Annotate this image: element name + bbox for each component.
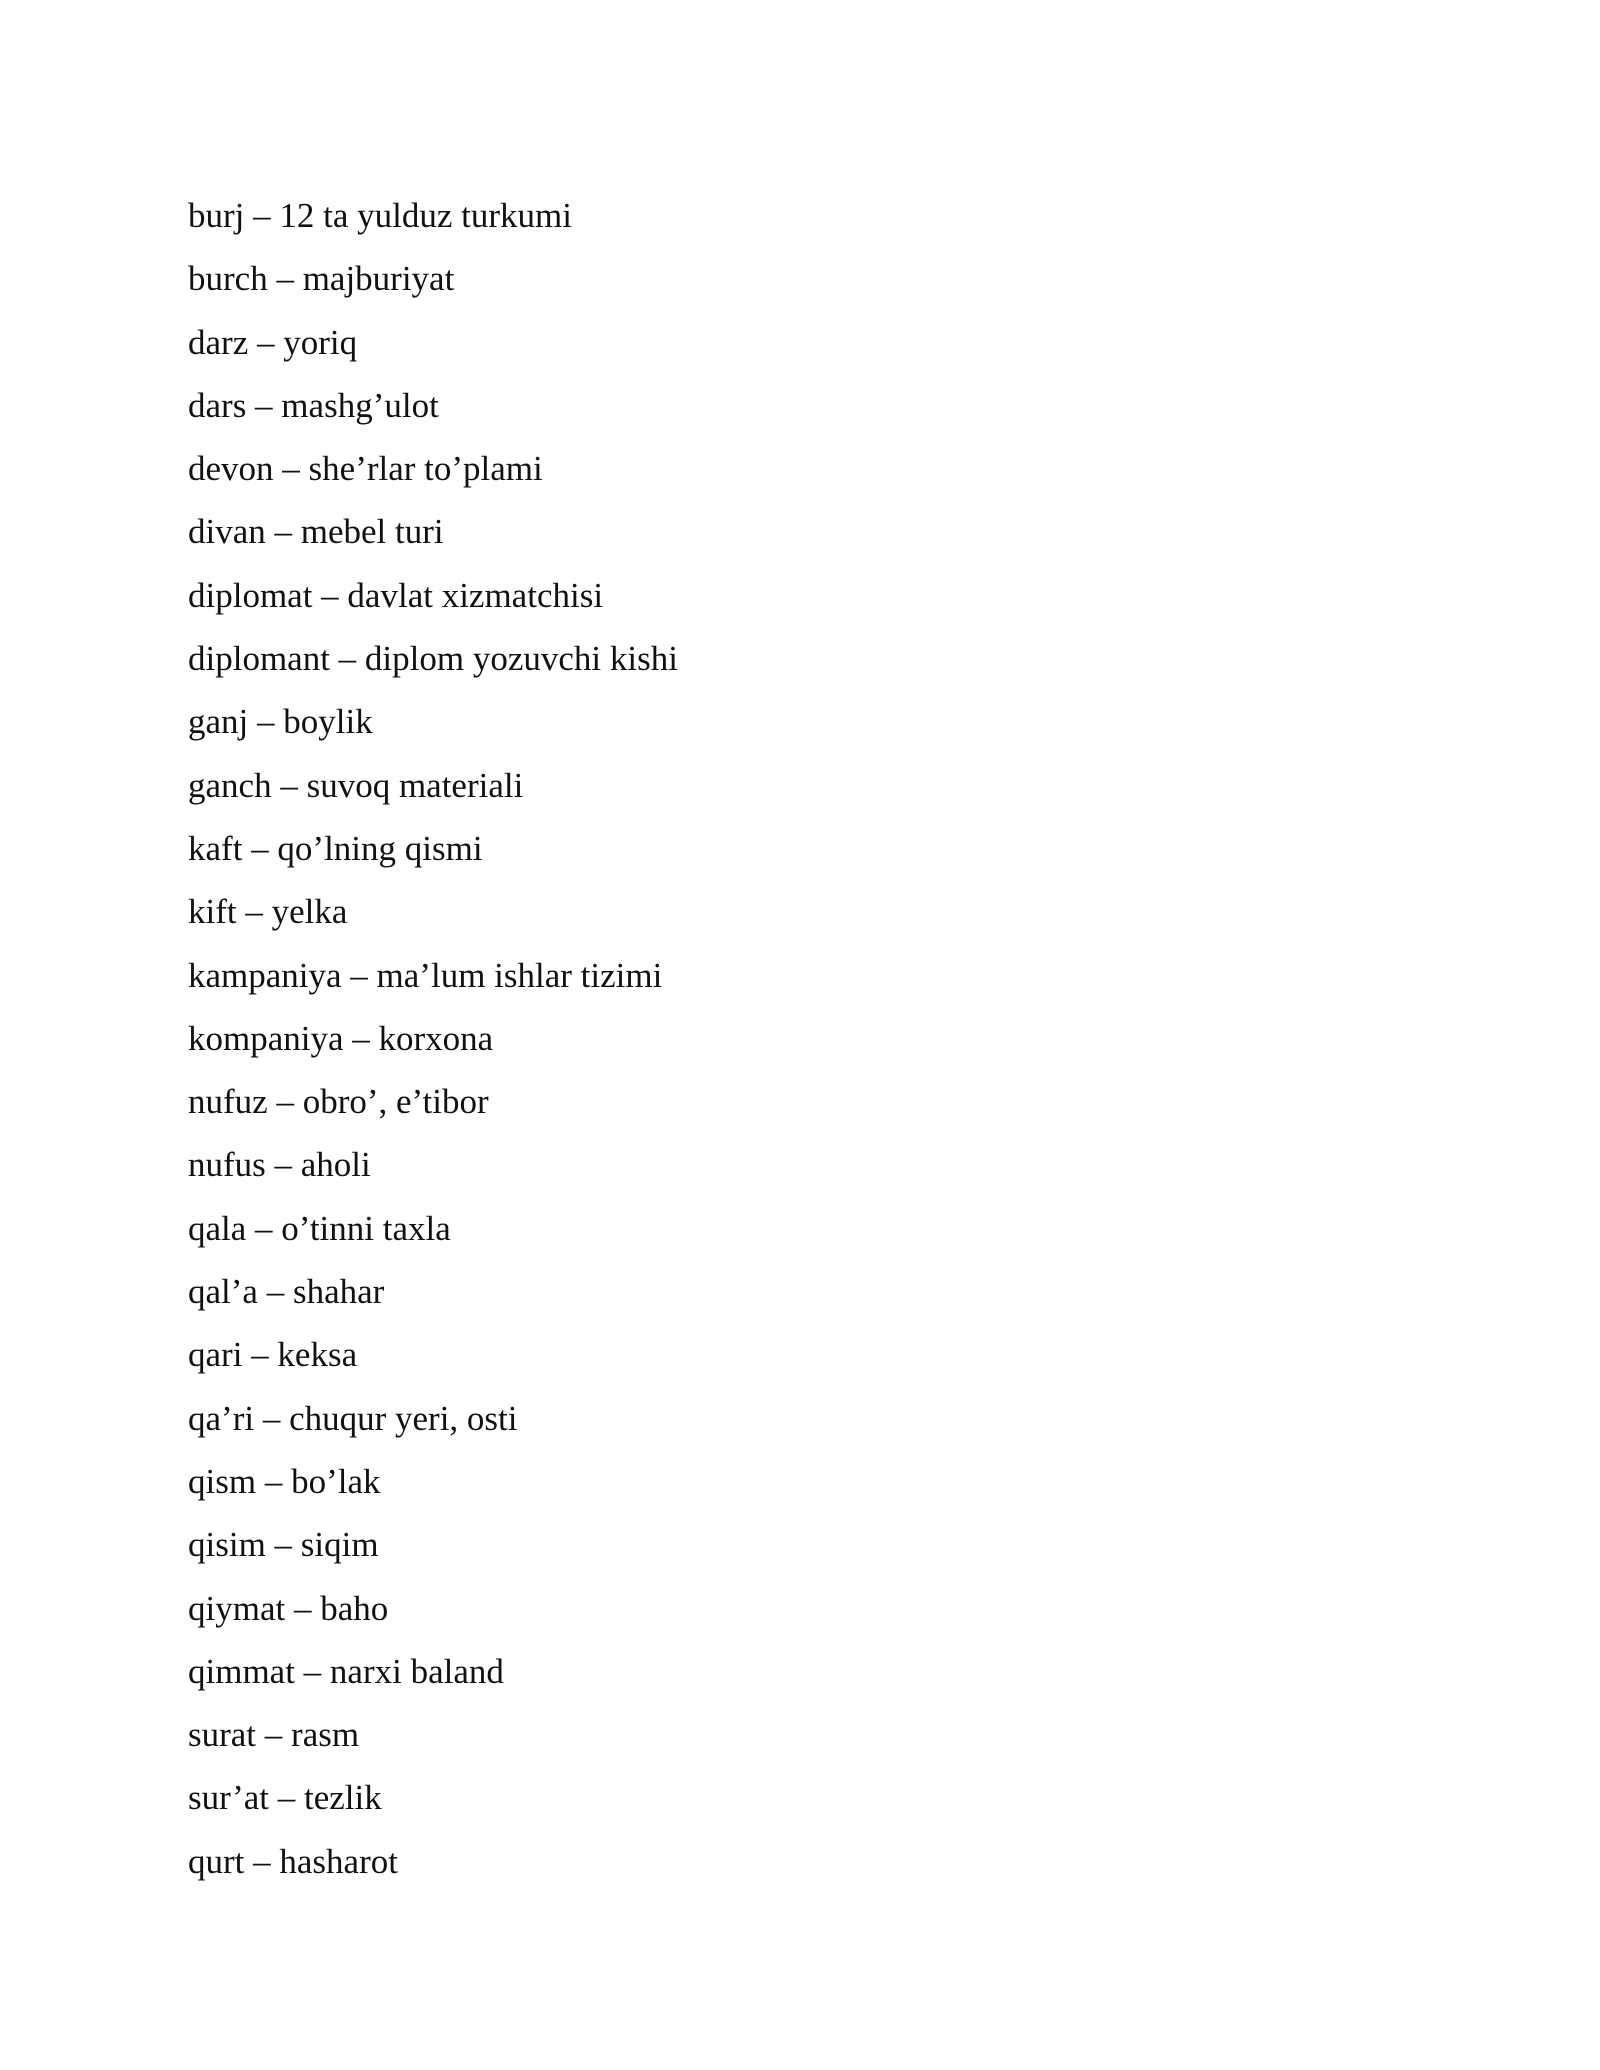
list-item: kaft – qo’lning qismi xyxy=(188,828,483,868)
list-item: qisim – siqim xyxy=(188,1525,379,1565)
list-item: qism – bo’lak xyxy=(188,1461,381,1501)
list-item: qimmat – narxi baland xyxy=(188,1651,504,1691)
list-item: dars – mashg’ulot xyxy=(188,385,439,425)
list-item: burch – majburiyat xyxy=(188,259,455,299)
list-item: qiymat – baho xyxy=(188,1588,389,1628)
list-item: nufus – aholi xyxy=(188,1145,371,1185)
list-item: qa’ri – chuqur yeri, osti xyxy=(188,1398,518,1438)
list-item: darz – yoriq xyxy=(188,322,358,362)
list-item: nufuz – obro’, e’tibor xyxy=(188,1082,489,1122)
list-item: qurt – hasharot xyxy=(188,1841,398,1881)
list-item: surat – rasm xyxy=(188,1715,360,1755)
list-item: devon – she’rlar to’plami xyxy=(188,449,543,489)
list-item: ganch – suvoq materiali xyxy=(188,765,524,805)
list-item: qal’a – shahar xyxy=(188,1272,385,1312)
word-list xyxy=(188,184,678,1893)
list-item: kompaniya – korxona xyxy=(188,1018,494,1058)
list-item: qari – keksa xyxy=(188,1335,358,1375)
list-item: burj – 12 ta yulduz turkumi xyxy=(188,196,572,235)
list-item: ganj – boylik xyxy=(188,702,373,742)
list-item: sur’at – tezlik xyxy=(188,1778,382,1818)
list-item: kampaniya – ma’lum ishlar tizimi xyxy=(188,955,663,995)
list-item: diplomant – diplom yozuvchi kishi xyxy=(188,639,678,679)
list-item: diplomat – davlat xizmatchisi xyxy=(188,575,604,615)
list-item: divan – mebel turi xyxy=(188,512,444,552)
list-item: kift – yelka xyxy=(188,892,348,932)
list-item: qala – o’tinni taxla xyxy=(188,1208,451,1248)
